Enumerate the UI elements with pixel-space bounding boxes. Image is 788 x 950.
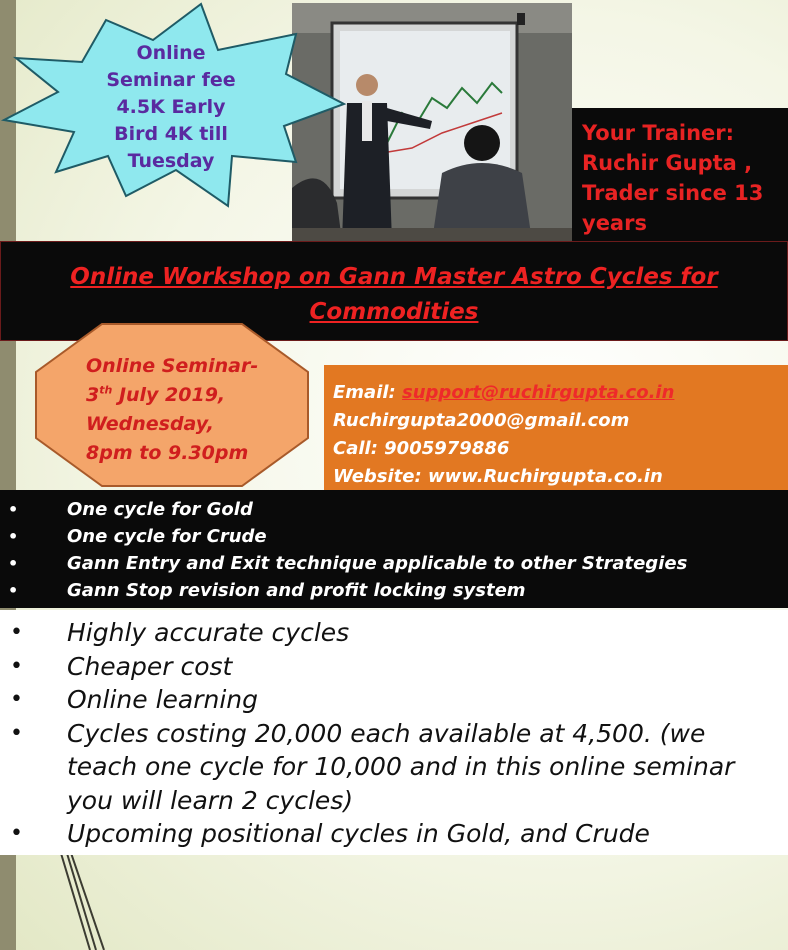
fee-line: Bird 4K till xyxy=(114,123,228,145)
bullet: • xyxy=(8,527,19,546)
fee-line: 4.5K Early xyxy=(116,96,226,118)
fee-line: Tuesday xyxy=(127,150,215,172)
benefit-text: Online learning xyxy=(67,685,259,714)
benefit-text: Cheaper cost xyxy=(67,651,233,681)
seminar-date xyxy=(86,352,276,468)
list-item xyxy=(0,550,788,577)
benefit-text: Cycles costing 20,000 each available at 4,500. (we teach one cycle for 10,000 and in this online seminar you will learn 2 cycles) xyxy=(67,718,735,815)
seminar-line3: Wednesday, xyxy=(86,413,214,435)
website-row: Website: www.Ruchirgupta.co.in xyxy=(333,466,663,487)
list-item xyxy=(0,616,788,650)
list-item xyxy=(0,683,788,717)
bullet: • xyxy=(10,620,23,645)
seminar-month-year: July 2019, xyxy=(112,384,226,406)
topic-text: One cycle for Crude xyxy=(67,526,267,547)
bullet: • xyxy=(8,500,19,519)
email2-row: Ruchirgupta2000@gmail.com xyxy=(333,410,630,431)
seminar-line2 xyxy=(86,381,276,410)
topic-text: One cycle for Gold xyxy=(67,499,253,520)
list-item xyxy=(0,496,788,523)
topics-list xyxy=(0,490,788,608)
trainer-line: Your Trainer: xyxy=(582,121,735,145)
trainer-line: years xyxy=(582,211,647,235)
call-row: Call: 9005979886 xyxy=(333,438,510,459)
fee-text xyxy=(96,40,246,175)
contact-box xyxy=(324,365,788,491)
seminar-line4: 8pm to 9.30pm xyxy=(86,442,249,464)
support-email-link[interactable]: support@ruchirgupta.co.in xyxy=(402,382,675,403)
benefit-text: Upcoming positional cycles in Gold, and Crude xyxy=(67,819,650,848)
bullet: • xyxy=(10,821,23,846)
workshop-title-line1: Online Workshop on Gann Master Astro Cycles for xyxy=(70,264,718,290)
seminar-day: 3 xyxy=(86,384,100,406)
bullet: • xyxy=(8,581,19,600)
email-row xyxy=(333,379,788,407)
trainer-line: Ruchir Gupta , xyxy=(582,151,753,175)
list-item xyxy=(0,577,788,604)
topic-text: Gann Stop revision and profit locking system xyxy=(67,580,526,601)
list-item xyxy=(0,523,788,550)
seminar-line1: Online Seminar- xyxy=(86,355,259,377)
decorative-lines xyxy=(30,850,150,950)
benefit-text: Highly accurate cycles xyxy=(67,618,350,647)
trainer-line: Trader since 13 xyxy=(582,181,764,205)
fee-line: Online xyxy=(136,42,206,64)
bullet: • xyxy=(8,554,19,573)
benefits-list xyxy=(0,610,788,855)
seminar-day-suffix: th xyxy=(99,383,113,397)
fee-line: Seminar fee xyxy=(106,69,236,91)
list-item xyxy=(0,817,788,851)
trainer-box xyxy=(572,108,788,242)
list-item xyxy=(0,717,788,818)
workshop-title-line2: Commodities xyxy=(309,299,479,325)
bullet: • xyxy=(10,687,23,712)
list-item xyxy=(0,650,788,684)
topic-text: Gann Entry and Exit technique applicable to other Strategies xyxy=(67,553,688,574)
bullet: • xyxy=(10,653,23,679)
bullet: • xyxy=(10,720,23,746)
email-label: Email: xyxy=(333,382,403,403)
